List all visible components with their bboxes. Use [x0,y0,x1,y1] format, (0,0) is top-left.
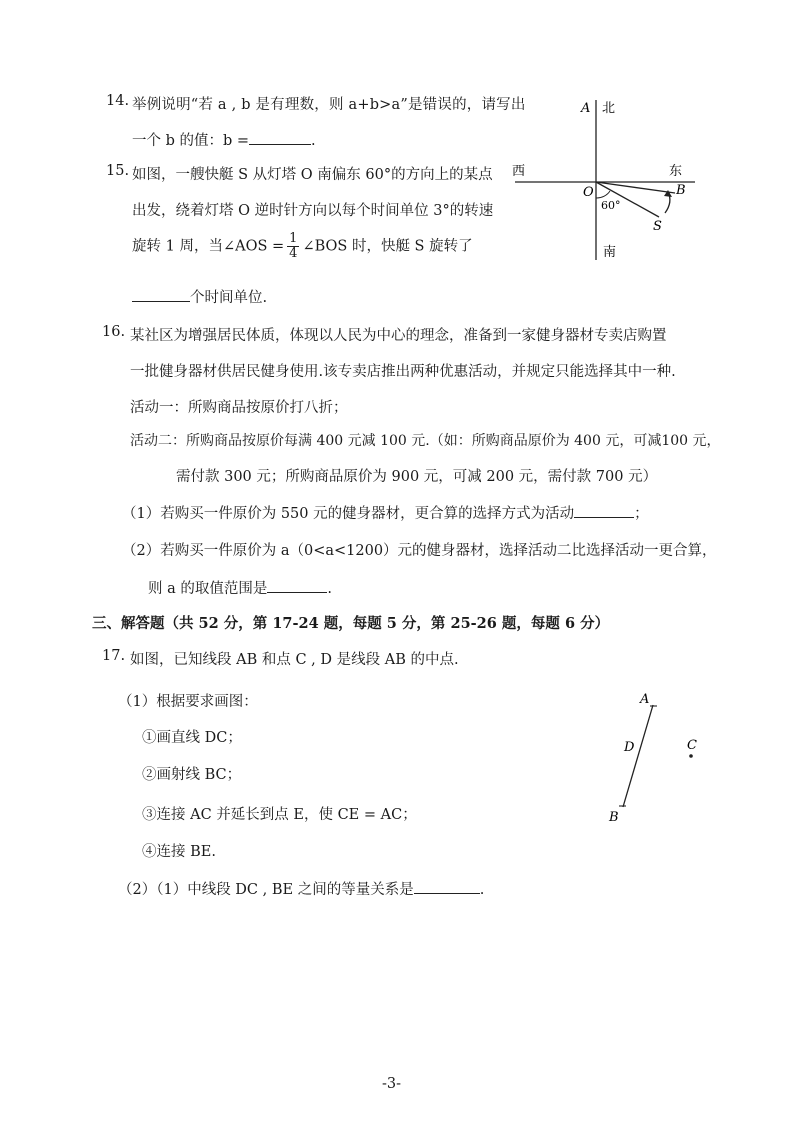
label-s: S [653,219,662,234]
point-c [689,754,693,758]
q16-line2: 一批健身器材供居民健身使用.该专卖店推出两种优惠活动，并规定只能选择其中一种. [130,364,676,380]
q14-number: 14. [106,93,130,109]
q16-part1-suffix: ； [634,506,649,522]
label-south: 南 [603,245,617,260]
q16-part1 [122,502,649,523]
label-b: B [609,810,619,825]
label-north: 北 [602,101,616,116]
q17-part1: （1）根据要求画图： [118,694,258,710]
q15-line3 [132,232,473,261]
angle-arc [596,191,610,198]
q16-part2-answer-blank[interactable] [267,591,327,593]
q17-part2-prefix: （2）（1）中线段 DC , BE 之间的等量关系是 [118,882,414,898]
q16-part1-prefix: （1）若购买一件原价为 550 元的健身器材，更合算的选择方式为活动 [122,506,575,522]
q16-part2-suffix: . [327,581,332,597]
q16-part1-answer-blank[interactable] [574,516,634,518]
page-number: -3- [382,1076,402,1092]
q16-part2-line2 [148,577,332,598]
q17-part2-answer-blank[interactable] [414,892,480,894]
q15-answer-blank[interactable] [132,300,190,302]
q14-answer-blank[interactable] [249,143,311,145]
q17-step2: ②画射线 BC； [142,767,242,783]
ray-ob [596,182,675,193]
q15-compass-figure [505,90,705,270]
section3-heading: 三、解答题（共 52 分，第 17-24 题，每题 5 分，第 25-26 题，每题 6 分） [92,615,610,632]
q15-line4 [132,286,267,307]
label-angle: 60° [601,199,621,212]
q14-line2-prefix: 一个 b 的值：b = [132,133,250,149]
q14-line2 [132,129,316,150]
q15-fraction-numerator: 1 [289,231,298,246]
label-a: A [581,101,591,116]
q16-activity2-line2: 需付款 300 元；所购商品原价为 900 元，可减 200 元，需付款 700 元） [176,469,658,485]
q15-fraction [287,232,299,261]
q15-line4-suffix: 个时间单位. [190,290,268,306]
label-east: 东 [669,164,683,179]
q17-segment-figure [600,690,710,830]
q17-step3: ③连接 AC 并延长到点 E，使 CE = AC； [142,807,417,823]
q14-line2-suffix: . [311,133,316,149]
label-west: 西 [512,164,526,179]
segment-ab [623,705,653,807]
q16-line1: 某社区为增强居民体质，体现以人民为中心的理念，准备到一家健身器材专卖店购置 [130,328,667,344]
q14-line1: 举例说明“若 a , b 是有理数，则 a+b>a”是错误的，请写出 [132,97,526,113]
label-b: B [676,183,686,198]
q15-line2: 出发，绕着灯塔 O 逆时针方向以每个时间单位 3°的转速 [132,203,494,219]
q16-activity1: 活动一：所购商品按原价打八折； [130,400,348,416]
q17-step4: ④连接 BE. [142,844,216,860]
q15-line3-a: 旋转 1 周，当∠AOS = [132,238,285,255]
q15-fraction-denominator: 4 [289,246,298,261]
q17-step1: ①画直线 DC； [142,730,242,746]
q15-number: 15. [106,163,130,179]
q17-number: 17. [102,648,126,664]
q16-number: 16. [102,324,126,340]
label-d: D [624,740,635,755]
label-o: O [583,185,594,200]
label-a: A [640,692,650,707]
q15-line3-b: ∠BOS 时，快艇 S 旋转了 [302,238,473,255]
q17-part2 [118,878,484,899]
q17-intro: 如图，已知线段 AB 和点 C , D 是线段 AB 的中点. [130,652,459,668]
q15-line1: 如图，一艘快艇 S 从灯塔 O 南偏东 60°的方向上的某点 [132,167,493,183]
q17-part2-suffix: . [479,882,485,898]
q16-activity2-line1: 活动二：所购商品按原价每满 400 元减 100 元.（如：所购商品原价为 400 元，可减100 元， [130,433,721,449]
q16-part2-prefix: 则 a 的取值范围是 [148,581,268,597]
q16-part2-line1: （2）若购买一件原价为 a（0<a<1200）元的健身器材，选择活动二比选择活动一更合算， [122,543,717,559]
label-c: C [687,738,697,753]
